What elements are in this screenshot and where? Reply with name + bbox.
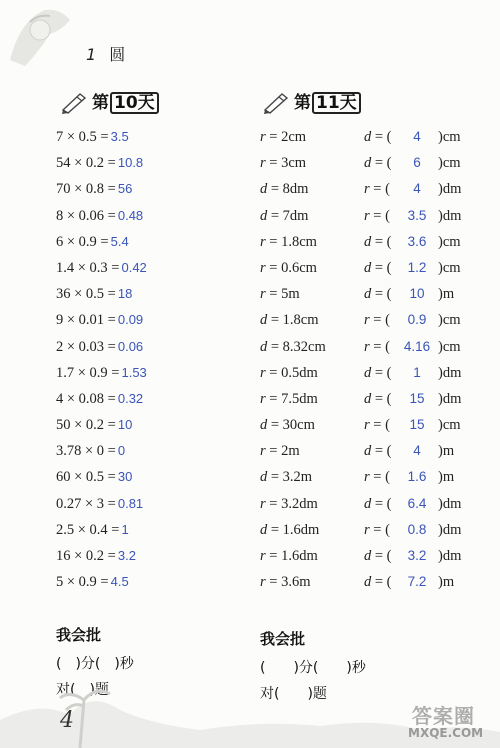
exercise-row [260,517,490,543]
handwritten-answer: 1.6 [407,469,427,485]
unit-text: cm [442,129,461,145]
day10-title [90,88,161,114]
unit-label: )dm [438,495,462,512]
given-measure: = 3.2m [270,469,313,486]
question-text: 4 × 0.08 = [56,390,116,407]
day11-prefix: 第 [294,93,311,113]
given-value [260,412,315,438]
given-variable: r [260,364,266,381]
correct-count-field: 对( )题 [56,682,109,698]
exercise-row [56,360,256,386]
given-value [260,124,306,150]
handwritten-answer: 3.6 [407,233,427,249]
handwritten-answer: 10 [117,417,133,433]
exercise-row [56,176,256,202]
given-variable: d [260,521,268,538]
handwritten-answer: 0.32 [117,390,144,406]
given-variable: r [260,286,266,303]
question-text: 1.7 × 0.9 = [56,364,120,381]
given-value [260,176,308,202]
watermark [408,700,498,746]
unit-text: m [442,286,455,303]
find-variable: r [364,417,370,434]
handwritten-answer: 3.5 [110,129,129,144]
find-prompt: r = ( [364,417,390,434]
unit-text: dm [442,495,462,512]
pencil-icon [60,88,88,114]
grading-title: 我会批 [260,630,306,648]
unit-label: )cm [438,338,461,355]
question-text: 60 × 0.5 = [56,469,116,486]
day11-boxed-label: 11天 [312,92,361,114]
exercise-row [260,491,490,517]
handwritten-answer: 0.9 [407,312,427,328]
handwritten-answer: 1 [121,521,129,537]
handwritten-answer: 7.2 [407,574,427,590]
find-variable: r [364,181,370,198]
chapter-number: 1 [86,45,97,64]
grading-title: 我会批 [56,626,102,644]
exercise-row [260,464,490,490]
question-text: 7 × 0.5 = [56,129,109,145]
correct-count-field: 对( )题 [260,686,327,702]
unit-label: )cm [438,129,461,145]
given-value [260,491,318,517]
unit-label: )m [438,469,455,486]
exercise-row [260,281,490,307]
handwritten-answer: 0.42 [121,259,147,275]
find-variable: d [364,233,372,250]
unit-label: )cm [438,312,461,329]
find-variable: r [364,312,370,329]
given-measure: = 0.5dm [269,364,318,381]
given-measure: = 8dm [270,181,309,198]
unit-label: )cm [438,417,461,434]
find-variable: d [364,129,372,145]
given-value [260,438,300,464]
exercise-row [260,543,490,569]
unit-text: m [442,469,455,486]
handwritten-answer: 3.2 [117,548,136,563]
handwritten-answer: 4 [413,129,421,144]
given-value [260,229,317,255]
given-variable: r [260,495,266,512]
handwritten-answer: 15 [409,417,425,433]
day10-prefix: 第 [92,93,109,113]
given-measure: = 2cm [269,129,307,145]
given-variable: d [260,417,268,434]
find-variable: d [364,574,372,591]
unit-label: )cm [438,259,461,276]
unit-label: )m [438,286,455,303]
given-value [260,150,306,176]
exercise-row [260,386,490,412]
find-prompt: r = ( [364,207,390,224]
question-text: 2.5 × 0.4 = [56,521,120,538]
question-text: 6 × 0.9 = [56,233,109,250]
unit-text: m [442,574,455,591]
find-variable: r [364,207,370,224]
chapter-heading [86,42,125,65]
handwritten-answer: 56 [117,181,133,197]
given-value [260,334,326,360]
unit-label: )cm [438,155,461,172]
given-measure: = 7dm [270,207,309,224]
given-value [260,386,318,412]
day11-title [292,88,363,114]
find-prompt: r = ( [364,338,390,355]
given-value [260,464,312,490]
given-measure: = 3.6m [269,574,311,591]
given-variable: d [260,207,268,224]
exercise-row [260,255,490,281]
question-text: 16 × 0.2 = [56,548,116,564]
handwritten-answer: 1 [413,364,421,380]
handwritten-answer: 6.4 [407,495,427,511]
unit-text: cm [442,233,461,250]
given-variable: r [260,443,266,460]
exercise-row [56,438,256,464]
handwritten-answer: 0.48 [117,207,144,223]
handwritten-answer: 6 [413,155,421,171]
unit-text: cm [442,155,461,172]
given-measure: = 30cm [270,417,315,434]
find-variable: d [364,155,372,172]
question-text: 5 × 0.9 = [56,574,109,591]
given-measure: = 3cm [269,155,307,172]
exercise-row [56,255,256,281]
find-variable: d [364,364,372,381]
handwritten-answer: 1.2 [407,259,427,275]
handwritten-answer: 18 [117,286,133,302]
exercise-row [260,307,490,333]
find-variable: d [364,495,372,512]
given-measure: = 2m [269,443,300,460]
find-prompt: r = ( [364,312,390,329]
given-variable: r [260,390,266,407]
given-measure: = 3.2dm [269,495,318,512]
exercise-row [56,334,256,360]
exercise-row [56,203,256,229]
watermark-brand: 答案圈 [412,704,475,728]
handwritten-answer: 10 [409,286,425,302]
given-measure: = 1.8cm [269,233,317,250]
exercise-row [260,229,490,255]
unit-label: )m [438,574,455,591]
exercise-row [56,386,256,412]
given-value [260,360,318,386]
exercise-row [56,464,256,490]
unit-text: cm [442,259,461,276]
pencil-icon [262,88,290,114]
find-prompt: d = ( [364,443,392,460]
exercise-row [56,150,256,176]
question-text: 36 × 0.5 = [56,286,116,303]
watermark-url: MXQE.COM [408,726,484,740]
handwritten-answer: 0.06 [117,338,144,354]
time-field: ( )分( )秒 [260,660,366,676]
find-variable: d [364,390,372,407]
question-text: 0.27 × 3 = [56,495,116,512]
find-prompt: d = ( [364,259,392,276]
unit-label: )dm [438,521,462,538]
exercise-row [260,203,490,229]
given-value [260,543,318,569]
unit-text: m [442,443,455,460]
exercise-row [56,491,256,517]
exercise-row [56,229,256,255]
find-prompt: d = ( [364,390,392,407]
question-text: 8 × 0.06 = [56,207,116,224]
find-variable: d [364,548,372,564]
find-prompt: r = ( [364,521,390,538]
find-prompt: r = ( [364,181,390,198]
given-measure: = 0.6cm [269,259,317,276]
given-measure: = 1.6dm [269,548,318,564]
unit-text: dm [442,548,462,564]
handwritten-answer: 4.5 [110,574,129,590]
find-variable: d [364,259,372,276]
unit-text: dm [442,521,462,538]
given-measure: = 1.8cm [270,312,319,329]
unit-text: cm [442,312,461,329]
handwritten-answer: 5.4 [110,233,129,249]
given-measure: = 5m [269,286,300,303]
unit-text: dm [442,207,462,224]
given-value [260,517,319,543]
unit-label: )cm [438,233,461,250]
handwritten-answer: 15 [409,390,425,406]
find-prompt: d = ( [364,129,392,145]
day10-exercise-list [56,124,256,595]
given-variable: r [260,155,266,172]
given-variable: d [260,338,268,355]
time-field: ( )分( )秒 [56,656,134,672]
find-variable: r [364,469,370,486]
find-prompt: d = ( [364,155,392,172]
exercise-row [260,360,490,386]
handwritten-answer: 1.53 [121,364,147,380]
exercise-row [56,281,256,307]
chapter-name: 圆 [109,45,126,64]
unit-label: )dm [438,390,462,407]
exercise-row [56,543,256,569]
exercise-row [260,124,490,150]
unit-text: cm [442,417,461,434]
given-variable: r [260,233,266,250]
handwritten-answer: 10.8 [117,155,144,171]
unit-label: )m [438,443,455,460]
given-variable: r [260,259,266,276]
given-measure: = 7.5dm [269,390,318,407]
question-text: 1.4 × 0.3 = [56,259,120,276]
exercise-row [56,412,256,438]
find-variable: r [364,521,370,538]
exercise-row [56,569,256,595]
unit-text: dm [442,390,462,407]
find-prompt: d = ( [364,574,392,591]
given-value [260,255,317,281]
find-variable: d [364,286,372,303]
day11-exercise-list [260,124,490,595]
handwritten-answer: 0.09 [117,312,144,328]
given-variable: r [260,548,266,564]
question-text: 3.78 × 0 = [56,443,116,460]
exercise-row [260,334,490,360]
find-variable: r [364,338,370,355]
decorative-illustration-top [0,0,90,80]
question-text: 54 × 0.2 = [56,155,116,172]
handwritten-answer: 0 [117,443,126,459]
unit-text: cm [442,338,461,355]
exercise-row [260,412,490,438]
given-measure: = 8.32cm [270,338,326,355]
find-prompt: d = ( [364,233,392,250]
day10-boxed-label: 10天 [110,92,159,114]
exercise-row [260,176,490,202]
find-prompt: d = ( [364,286,392,303]
find-prompt: d = ( [364,364,392,381]
page-number: 4 [60,708,74,733]
unit-label: )dm [438,548,462,564]
given-variable: d [260,312,268,329]
day11-header [262,86,363,116]
given-value [260,203,308,229]
exercise-row [260,438,490,464]
find-variable: d [364,443,372,460]
find-prompt: d = ( [364,495,392,512]
find-prompt: d = ( [364,548,392,564]
given-variable: r [260,574,266,591]
exercise-row [56,517,256,543]
question-text: 70 × 0.8 = [56,181,116,198]
exercise-row [56,124,256,150]
given-variable: d [260,469,268,486]
question-text: 50 × 0.2 = [56,417,116,434]
given-variable: r [260,129,266,145]
unit-label: )dm [438,207,462,224]
find-prompt: r = ( [364,469,390,486]
handwritten-answer: 0.81 [117,495,144,511]
question-text: 2 × 0.03 = [56,338,116,355]
handwritten-answer: 3.5 [407,207,427,223]
handwritten-answer: 4 [413,181,421,197]
given-value [260,281,300,307]
day10-header [60,86,161,116]
handwritten-answer: 4.16 [403,338,431,354]
given-variable: d [260,181,268,198]
handwritten-answer: 3.2 [407,548,427,563]
unit-label: )dm [438,364,462,381]
unit-label: )dm [438,181,462,198]
handwritten-answer: 0.8 [407,521,427,537]
exercise-row [56,307,256,333]
question-text: 9 × 0.01 = [56,312,116,329]
given-value [260,307,319,333]
exercise-row [260,569,490,595]
unit-text: dm [442,181,462,198]
handwritten-answer: 30 [117,469,133,485]
given-value [260,569,311,595]
unit-text: dm [442,364,462,381]
given-measure: = 1.6dm [270,521,320,538]
exercise-row [260,150,490,176]
handwritten-answer: 4 [413,443,421,459]
